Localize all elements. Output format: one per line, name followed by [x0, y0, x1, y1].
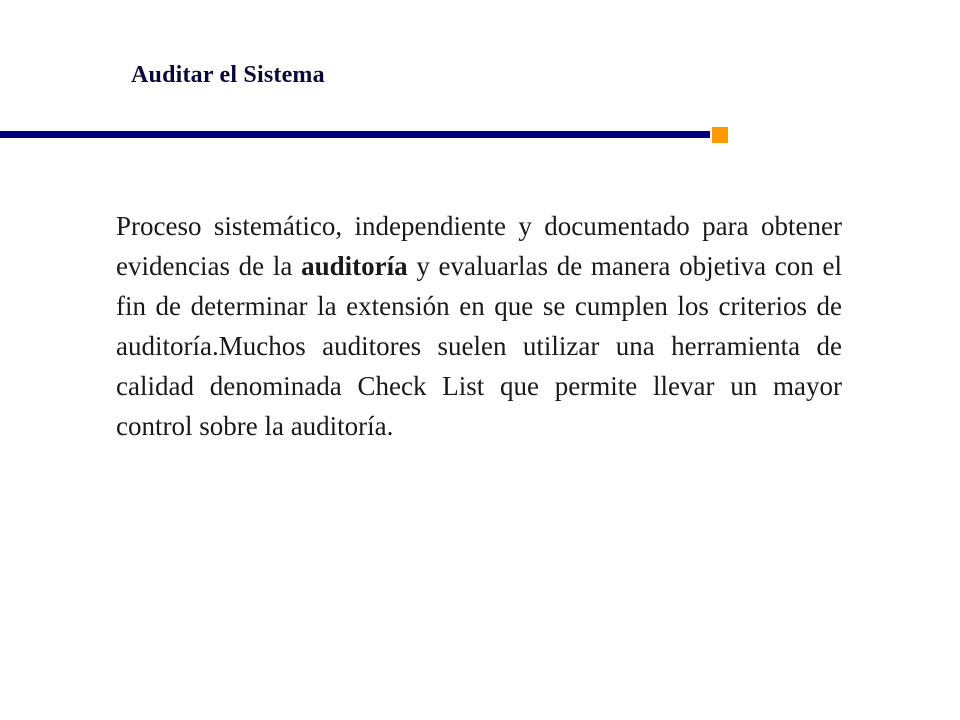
slide-body-text	[116, 206, 842, 446]
accent-square-icon	[712, 127, 728, 143]
body-text-after: y evaluarlas de manera objetiva con el fin de determinar la extensión en que se cumplen los criterios de auditoría.Muchos auditores suelen utilizar una herramienta de calidad denominada Check List que permite llevar un mayor control sobre la auditoría.	[116, 251, 842, 441]
body-text-bold: auditoría	[301, 251, 408, 281]
title-divider-line	[0, 131, 710, 138]
body-text-before: Proceso sistemático, independiente y documentado para obtener evidencias de la	[116, 211, 842, 281]
slide-title: Auditar el Sistema	[131, 62, 325, 88]
